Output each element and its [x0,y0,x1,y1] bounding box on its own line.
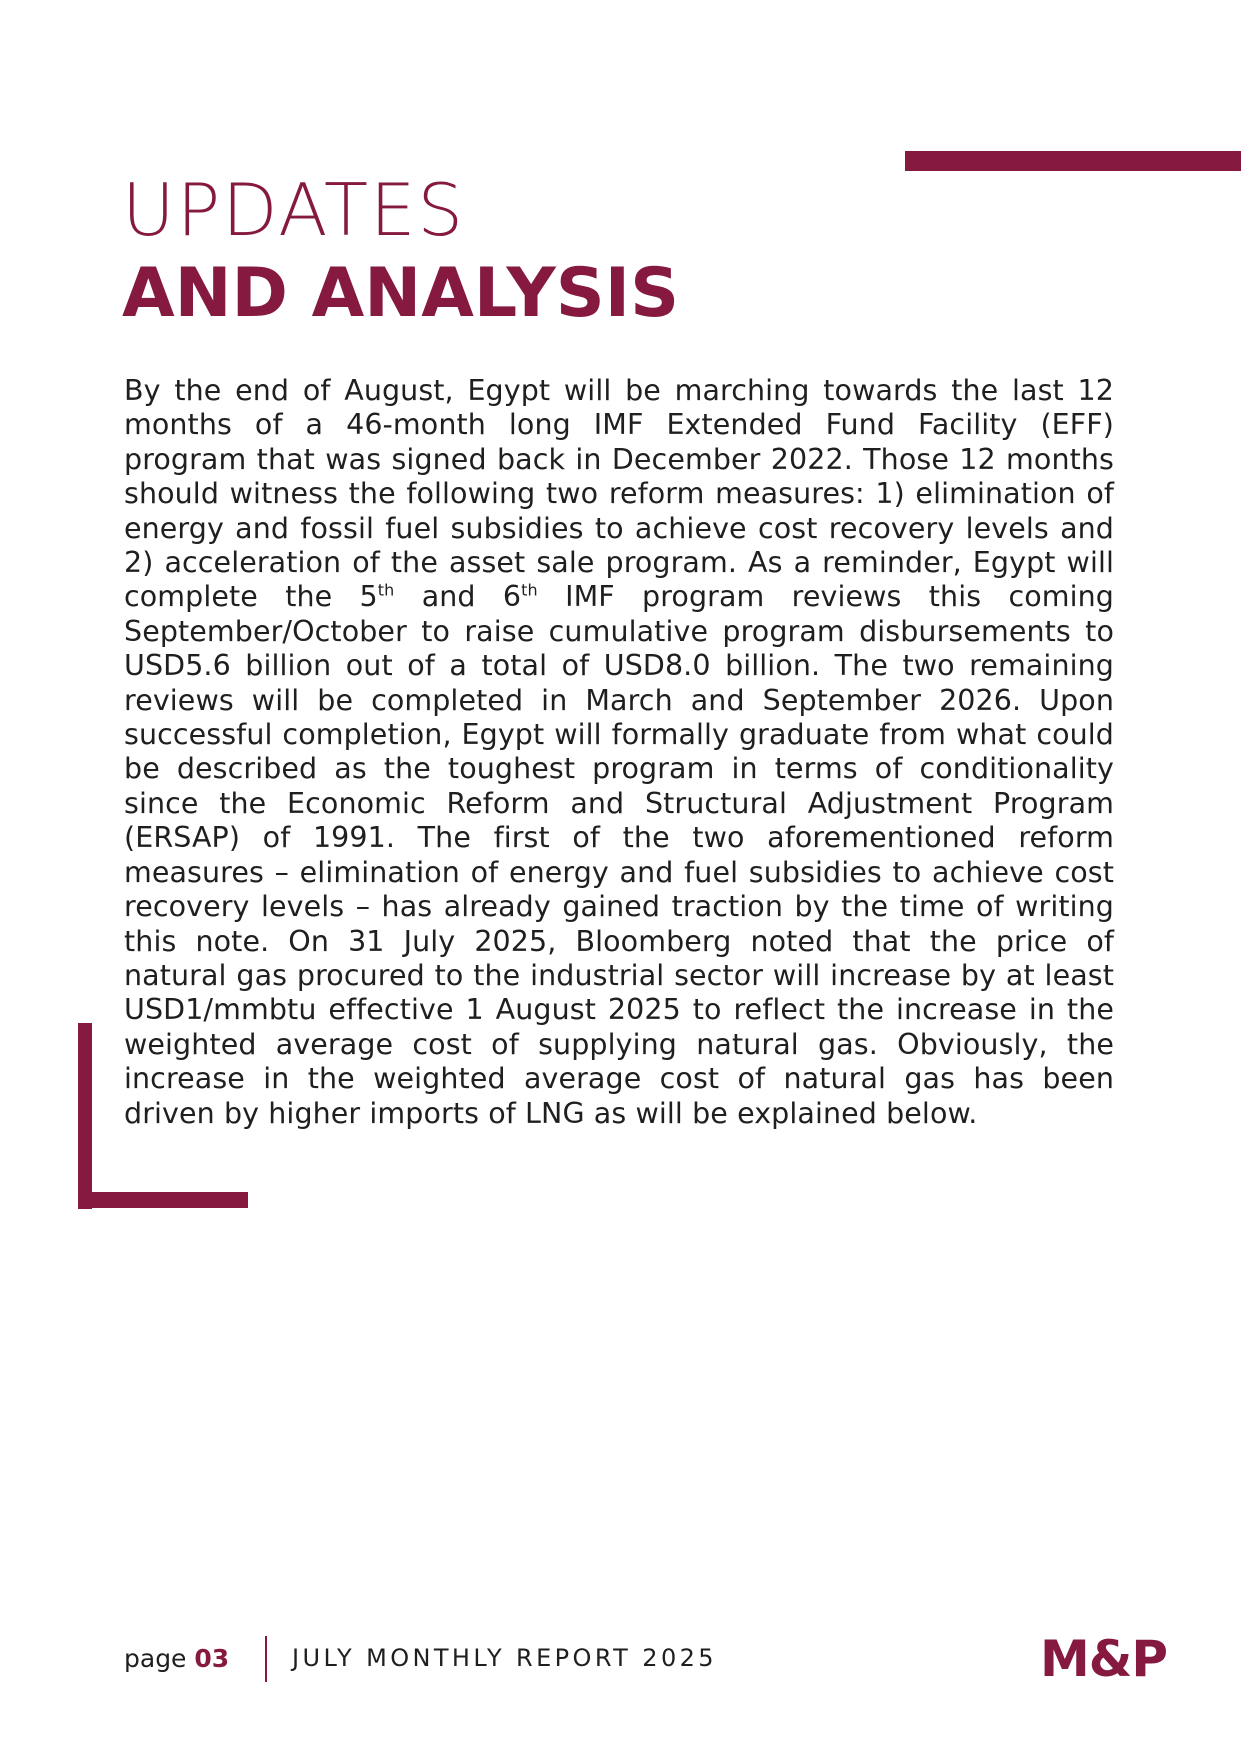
page-label: page [124,1644,187,1673]
title-line-analysis: AND ANALYSIS [122,254,680,333]
page-footer [124,1630,1194,1688]
footer-divider [265,1636,267,1682]
report-name: JULY MONTHLY REPORT 2025 [292,1644,717,1672]
corner-bracket-vertical [78,1023,92,1209]
ordinal-superscript-5th: th [377,580,395,600]
body-text-part-3: IMF program reviews this coming September/October to raise cumulative program disbursements to USD5.6 billion out of a total of USD8.0 billion. The two remaining reviews will be completed in March and September 2026. Upon successful completion, Egypt will formally graduate from what could be described as the toughest program in terms of conditionality since the Economic Reform and Structural Adjustment Program (ERSAP) of 1991. The first of the two aforementioned reform measures – elimination of energy and fuel subsidies to achieve cost recovery levels – has already gained traction by the time of writing this note. On 31 July 2025, Bloomberg noted that the price of natural gas procured to the industrial sector will increase by at least USD1/mmbtu effective 1 August 2025 to reflect the increase in the weighted average cost of supplying natural gas. Obviously, the increase in the weighted average cost of natural gas has been driven by higher imports of LNG as will be explained below. [124,580,1114,1130]
body-text-part-1: By the end of August, Egypt will be marching towards the last 12 months of a 46-month long IMF Extended Fund Facility (EFF) program that was signed back in December 2022. Those 12 months should witness the following two reform measures: 1) elimination of energy and fossil fuel subsidies to achieve cost recovery levels and 2) acceleration of the asset sale program. As a reminder, Egypt will complete the 5 [124,374,1114,614]
page-number: 03 [194,1644,230,1673]
top-accent-bar [905,151,1241,171]
body-text-part-2: and 6 [394,580,522,614]
title-line-updates: UPDATES [122,168,466,252]
ordinal-superscript-6th: th [521,580,538,600]
page-title [122,168,679,336]
corner-bracket-horizontal [78,1192,248,1208]
page-indicator [124,1644,229,1673]
body-paragraph [124,374,1114,1131]
mp-logo: M&P [1040,1630,1168,1688]
